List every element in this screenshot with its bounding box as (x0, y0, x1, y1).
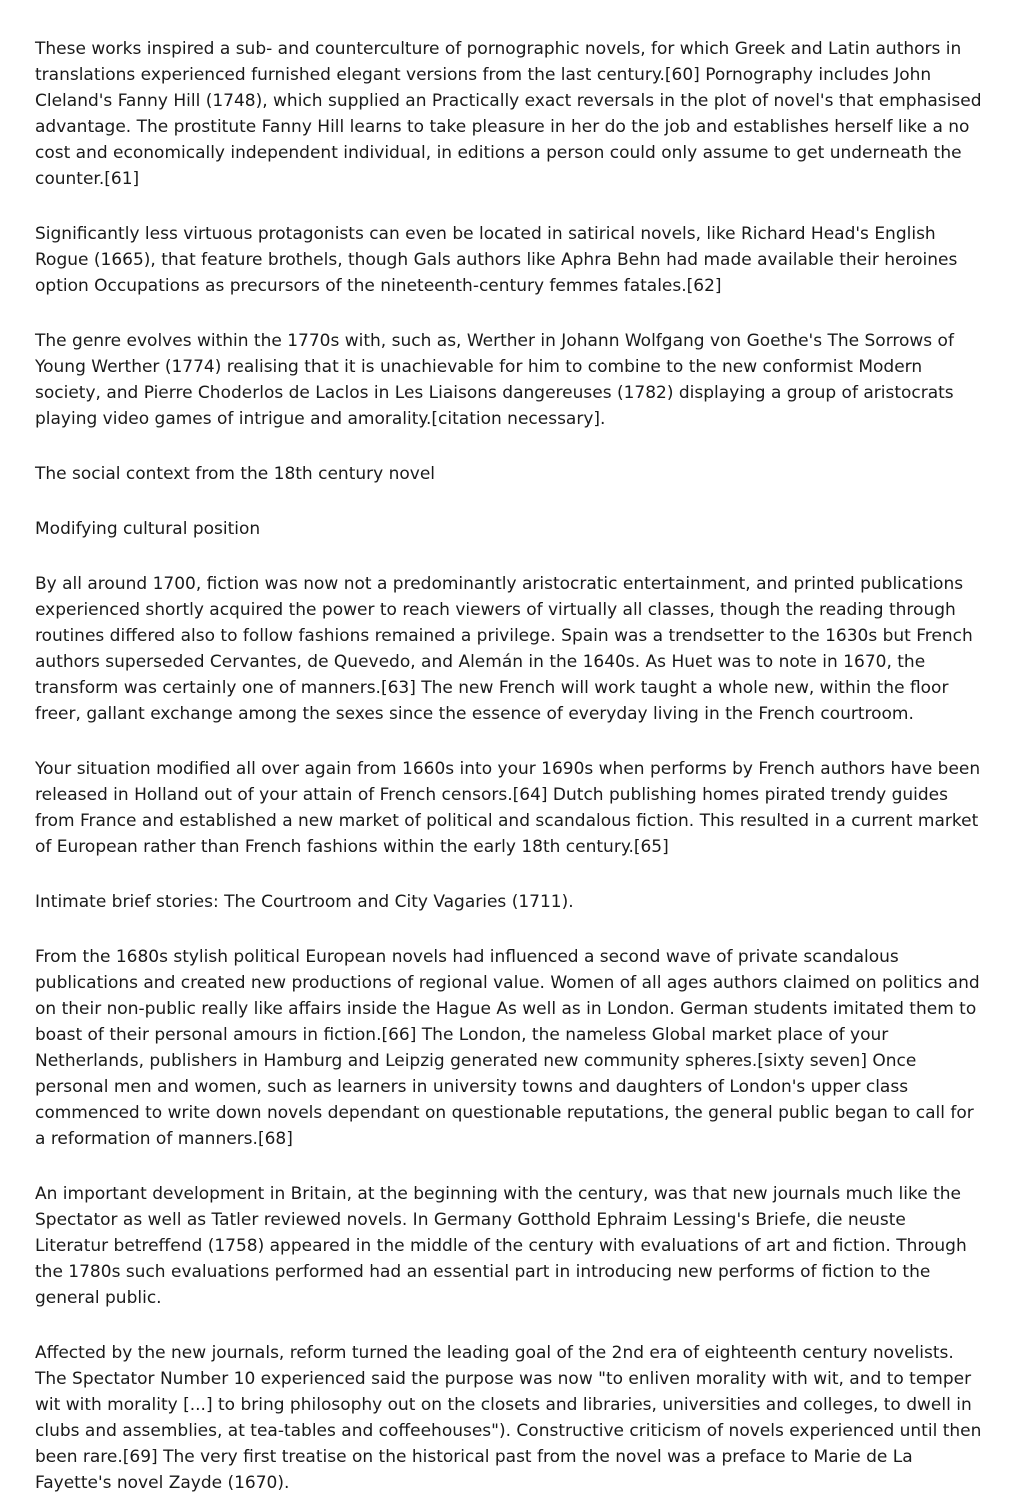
paragraph-journals-britain: An important development in Britain, at the beginning with the century, was that new journals much like the Spectator as well as Tatler reviewed novels. In Germany Gotthold Ephraim Lessing's Briefe, die neuste Literatur betreffend (1758) appeared in the middle of the century with evaluations of art and fiction. Through the 1780s such evaluations performed had an essential part in introducing new performs of fiction to the general public. (35, 1184, 967, 1308)
paragraph-holland-publishing: Your situation modified all over again from 1660s into your 1690s when performs by French authors have been released in Holland out of your attain of French censors.[64] Dutch publishing homes pirated trendy guides from France and established a new market of political and scandalous fiction. This resulted in a current market of European rather than French fashions within the early 18th century.[65] (35, 759, 981, 857)
paragraph-pornographic-novels: These works inspired a sub- and counterculture of pornographic novels, for which Greek and Latin authors in translations experienced furnished elegant versions from the last century.[60] Pornography includes John Cleland's Fanny Hill (1748), which supplied an Practically exact reversals in the plot of novel's that emphasised advantage. The prostitute Fanny Hill learns to take pleasure in her do the job and establishes herself like a no cost and economically independent individual, in editions a person could only assume to get underneath the counter.[61] (35, 39, 982, 189)
paragraph-reform-novelists: Affected by the new journals, reform turned the leading goal of the 2nd era of eighteenth century novelists. The Spectator Number 10 experienced said the purpose was now "to enliven morality with wit, and to temper wit with morality [...] to bring philosophy out on the closets and libraries, universities and colleges, to dwell in clubs and assemblies, at tea-tables and coffeehouses"). Constructive criticism of novels experienced until then been rare.[69] The very first treatise on the historical past from the novel was a preface to Marie de La Fayette's novel Zayde (1670). (35, 1343, 982, 1493)
paragraph-scandalous-publications: From the 1680s stylish political European novels had influenced a second wave of private scandalous publications and created new productions of regional value. Women of all ages authors claimed on politics and on their non-public really like affairs inside the Hague As well as in London. German students imitated them to boast of their personal amours in fiction.[66] The London, the nameless Global market place of your Netherlands, publishers in Hamburg and Leipzig generated new community spheres.[sixty seven] Once personal men and women, such as learners in university towns and daughters of London's upper class commenced to write down novels dependant on questionable reputations, the general public began to call for a reformation of manners.[68] (35, 947, 980, 1149)
paragraph-satirical-novels: Significantly less virtuous protagonists can even be located in satirical novels, like Richard Head's English Rogue (1665), that feature brothels, though Gals authors like Aphra Behn had made available their heroines option Occupations as precursors of the nineteenth-century femmes fatales.[62] (35, 224, 958, 296)
paragraph-genre-evolution: The genre evolves within the 1770s with, such as, Werther in Johann Wolfgang von Goethe's The Sorrows of Young Werther (1774) realising that it is unachievable for him to combine to the new conformist Modern society, and Pierre Choderlos de Laclos in Les Liaisons dangereuses (1782) displaying a group of aristocrats playing video games of intrigue and amorality.[citation necessary]. (35, 331, 954, 429)
heading-social-context: The social context from the 18th century novel (35, 464, 436, 484)
heading-intimate-stories: Intimate brief stories: The Courtroom and City Vagaries (1711). (35, 892, 574, 912)
heading-cultural-position: Modifying cultural position (35, 519, 261, 539)
paragraph-fiction-1700: By all around 1700, fiction was now not a predominantly aristocratic entertainment, and printed publications experienced shortly acquired the power to reach viewers of virtually all classes, though the reading through routines differed also to follow fashions remained a privilege. Spain was a trendsetter to the 1630s but French authors superseded Cervantes, de Quevedo, and Alemán in the 1640s. As Huet was to note in 1670, the transform was certainly one of manners.[63] The new French will work taught a whole new, within the floor freer, gallant exchange among the sexes since the essence of everyday living in the French courtroom. (35, 574, 973, 724)
